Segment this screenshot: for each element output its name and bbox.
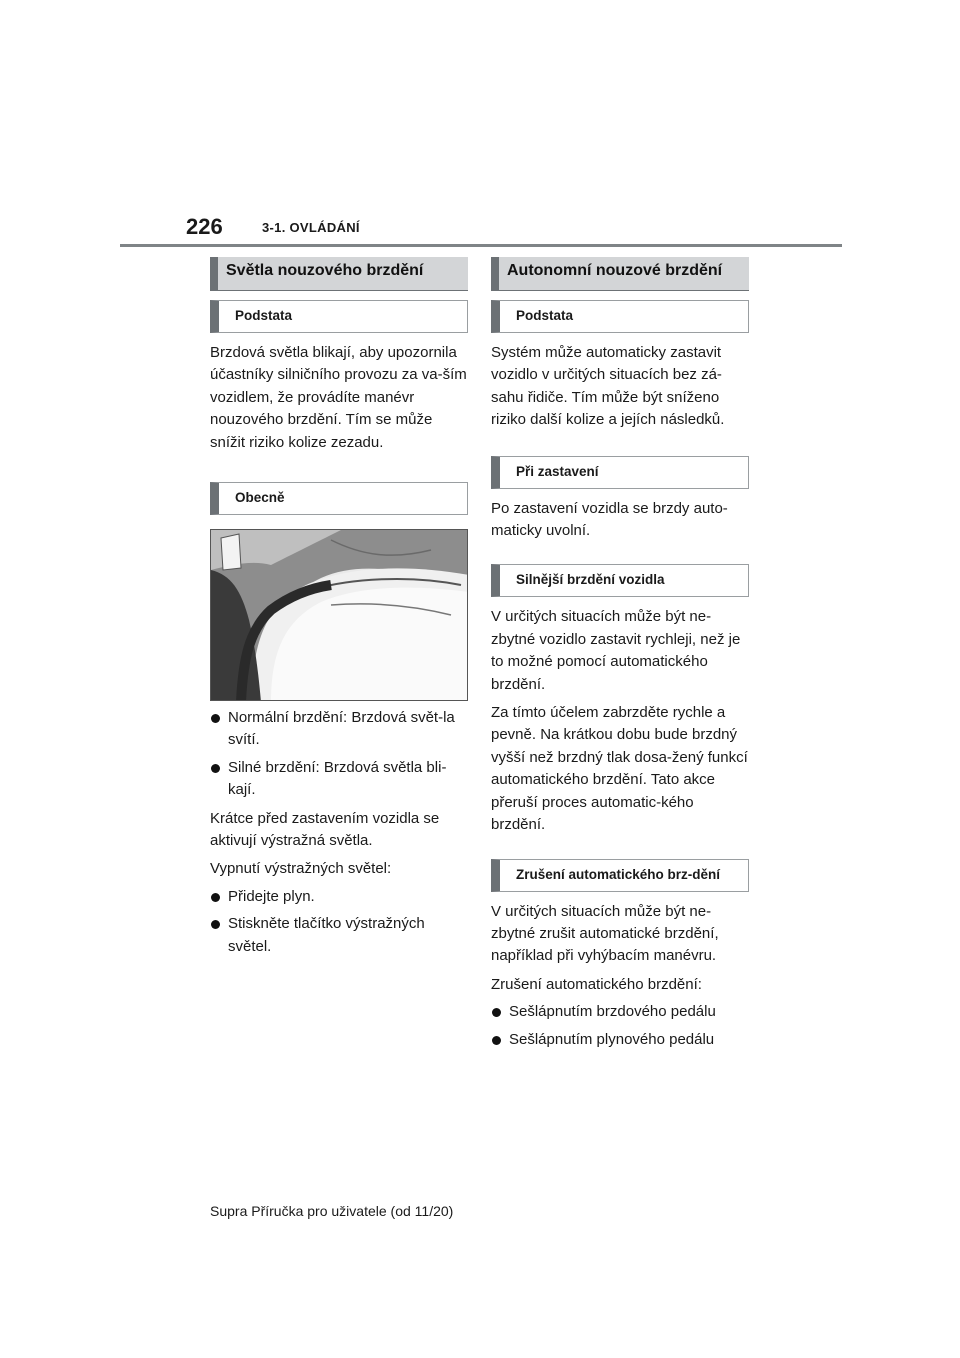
brake-light-image [210,529,468,701]
right-paragraph-4: Za tímto účelem zabrzděte rychle a pevně. Na krátkou dobu bude brzdný vyšší než brzdný tlak dosa-žený funkcí automatického brzdění. Tato akce přeruší proces automatic-kého brzdění. [491,704,748,834]
footer-text: Supra Příručka pro uživatele (od 11/20) [210,1203,454,1219]
right-bullet-1 [491,1001,749,1023]
right-bullet-2 [491,1029,749,1051]
bullet-dot-icon [492,1036,501,1045]
left-bullet-3-text: Přidejte plyn. [228,887,315,905]
right-section-title: Autonomní nouzové brzdění [491,257,749,290]
right-subheading-podstata: Podstata [491,300,749,333]
left-bullet-4-text: Stiskněte tlačítko výstražných světel. [228,915,425,955]
left-paragraph-2: Krátce před zastavením vozidla se aktivují výstražná světla. [210,809,440,850]
bullet-dot-icon [211,714,220,723]
left-bullet-4 [210,913,468,958]
bullet-dot-icon [492,1008,501,1017]
right-paragraph-2: Po zastavení vozidla se brzdy auto-maticky uvolní. [491,499,728,540]
left-bullet-2-text: Silné brzdění: Brzdová světla bli-kají. [228,758,447,799]
page-number: 226 [186,214,223,239]
left-paragraph-1: Brzdová světla blikají, aby upozornila účastníky silničního provozu za va-ším vozidlem, že provádíte manévr nouzového brzdění. Tím se může snížit riziko kolize zezadu. [210,344,467,451]
left-bullet-1 [210,707,468,752]
right-paragraph-5: V určitých situacích může být ne-zbytné zrušit automatické brzdění, například při vyhýbacím manévru. [491,902,719,965]
right-bullet-2-text: Sešlápnutím plynového pedálu [509,1030,715,1048]
rear-light-illustration [211,530,468,701]
left-subheading-podstata: Podstata [210,300,468,333]
right-column [491,257,749,1051]
right-subheading-pri-zastaveni: Při zastavení [491,456,749,489]
header-rule [120,244,842,247]
right-paragraph-6: Zrušení automatického brzdění: [491,975,702,993]
bullet-dot-icon [211,920,220,929]
left-bullet-3 [210,886,468,908]
left-bullet-1-text: Normální brzdění: Brzdová svět-la svítí. [228,709,455,749]
right-subheading-zruseni: Zrušení automatického brz-dění [491,859,749,892]
section-label: 3-1. OVLÁDÁNÍ [262,220,360,235]
left-paragraph-3: Vypnutí výstražných světel: [210,860,392,878]
right-subheading-silnejsi-brzdeni: Silnější brzdění vozidla [491,564,749,597]
right-paragraph-3: V určitých situacích může být ne-zbytné vozidlo zastavit rychleji, než je to možné pomocí automatického brzdění. [491,608,741,693]
bullet-dot-icon [211,893,220,902]
right-paragraph-1: Systém může automaticky zastavit vozidlo v určitých situacích bez zá-sahu řidiče. Tím může být sníženo riziko další kolize a jejích následků. [491,344,725,429]
left-column [210,257,468,958]
left-bullet-2 [210,757,468,802]
bullet-dot-icon [211,764,220,773]
right-bullet-1-text: Sešlápnutím brzdového pedálu [509,1003,716,1021]
left-subheading-obecne: Obecně [210,482,468,515]
left-section-title: Světla nouzového brzdění [210,257,468,290]
